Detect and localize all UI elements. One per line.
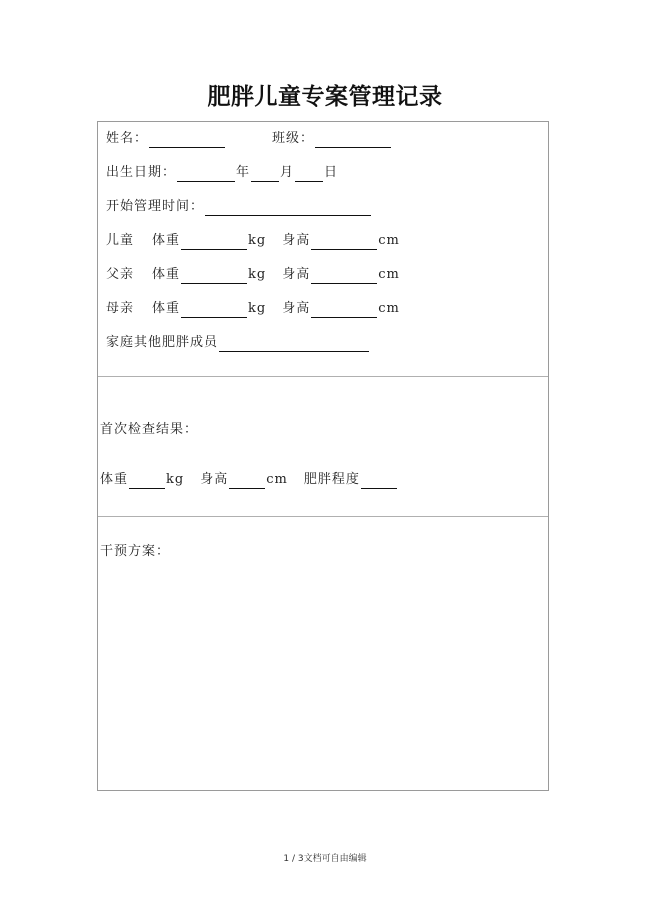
class-label: 班级： (272, 131, 315, 146)
child-weight-label: 体重 (152, 233, 181, 248)
first-check-heading: 首次检查结果： (100, 422, 199, 437)
child-kg-unit: kg (248, 233, 267, 248)
birth-month-field[interactable] (251, 167, 279, 182)
child-measure-row (106, 232, 400, 250)
birth-date-row (106, 164, 338, 182)
day-label: 日 (324, 165, 339, 180)
first-weight-label: 体重 (100, 472, 129, 487)
birth-date-label: 出生日期： (106, 165, 177, 180)
page-footer: 1 / 3文档可自由编辑 (283, 854, 367, 864)
first-height-label: 身高 (200, 472, 229, 487)
page-title: 肥胖儿童专案管理记录 (207, 84, 443, 110)
father-cm-unit: cm (378, 267, 400, 282)
start-time-row (106, 198, 372, 216)
obesity-degree-field[interactable] (361, 474, 397, 489)
name-field[interactable] (149, 133, 225, 148)
family-members-field[interactable] (219, 337, 369, 352)
intervention-content-area[interactable] (98, 567, 548, 787)
father-weight-field[interactable] (181, 269, 247, 284)
year-label: 年 (236, 165, 251, 180)
first-height-field[interactable] (229, 474, 265, 489)
month-label: 月 (280, 165, 295, 180)
mother-label: 母亲 (106, 301, 135, 316)
mother-cm-unit: cm (378, 301, 400, 316)
mother-measure-row (106, 300, 400, 318)
birth-day-field[interactable] (295, 167, 323, 182)
child-label: 儿童 (106, 233, 135, 248)
first-kg-unit: kg (166, 472, 185, 487)
mother-height-field[interactable] (311, 303, 377, 318)
mother-weight-field[interactable] (181, 303, 247, 318)
start-time-label: 开始管理时间： (106, 199, 205, 214)
father-kg-unit: kg (248, 267, 267, 282)
child-height-field[interactable] (311, 235, 377, 250)
father-weight-label: 体重 (152, 267, 181, 282)
start-time-field[interactable] (205, 201, 371, 216)
intervention-heading: 干预方案： (100, 544, 171, 559)
family-members-label: 家庭其他肥胖成员 (106, 335, 219, 350)
father-height-field[interactable] (311, 269, 377, 284)
mother-height-label: 身高 (282, 301, 311, 316)
intervention-section (98, 517, 548, 791)
name-class-row (106, 130, 392, 148)
child-cm-unit: cm (378, 233, 400, 248)
first-check-section (98, 377, 548, 517)
child-height-label: 身高 (282, 233, 311, 248)
father-height-label: 身高 (282, 267, 311, 282)
mother-weight-label: 体重 (152, 301, 181, 316)
father-measure-row (106, 266, 400, 284)
first-check-row (100, 471, 398, 489)
name-label: 姓名： (106, 131, 149, 146)
class-field[interactable] (315, 133, 391, 148)
child-weight-field[interactable] (181, 235, 247, 250)
birth-year-field[interactable] (177, 167, 235, 182)
father-label: 父亲 (106, 267, 135, 282)
mother-kg-unit: kg (248, 301, 267, 316)
record-form (97, 121, 549, 791)
obesity-degree-label: 肥胖程度 (303, 472, 360, 487)
first-weight-field[interactable] (129, 474, 165, 489)
basic-info-section (98, 122, 548, 377)
family-members-row (106, 334, 370, 352)
first-cm-unit: cm (266, 472, 288, 487)
